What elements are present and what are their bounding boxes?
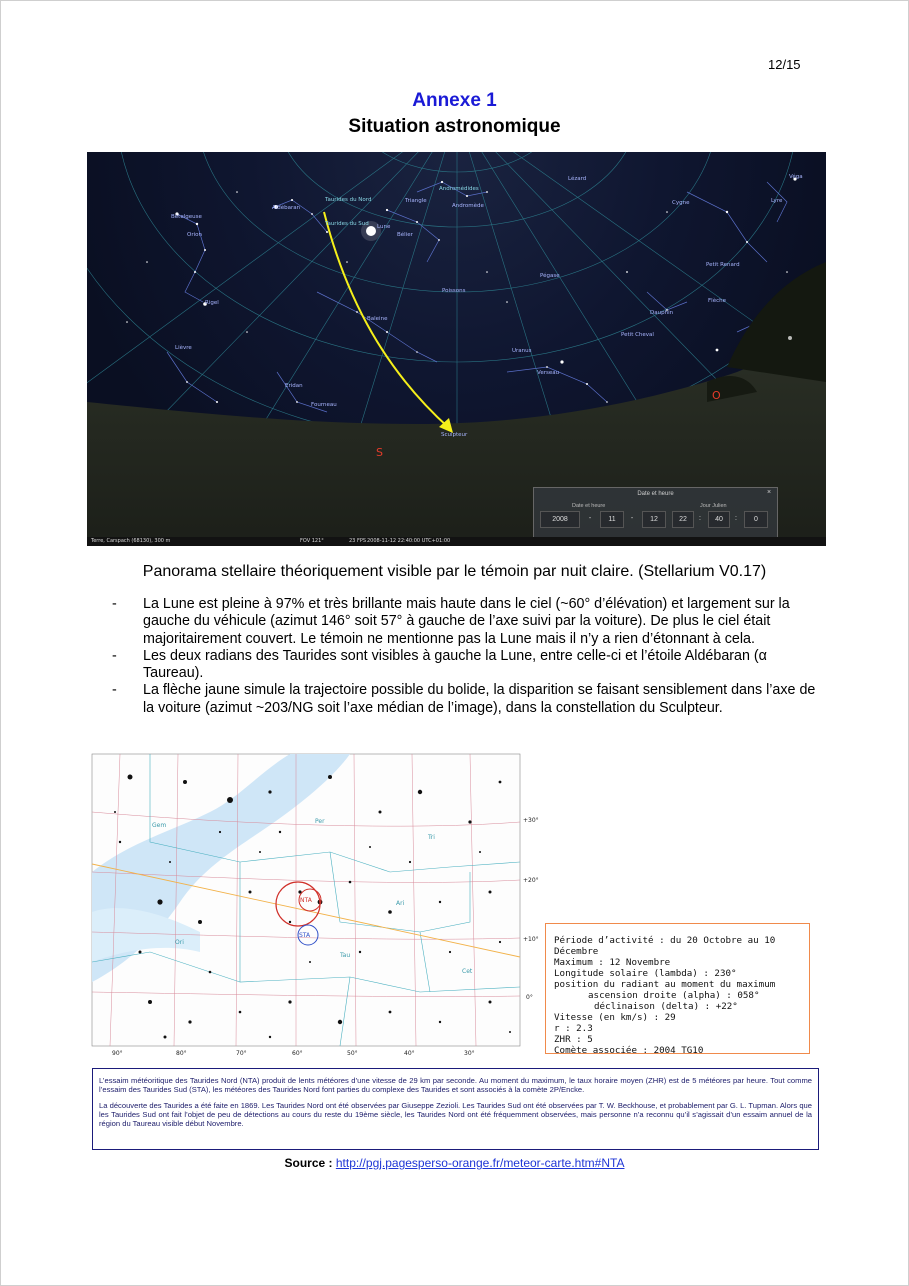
label-betelgeuse: Bételgeuse: [171, 214, 202, 220]
bullet-dash: -: [112, 596, 117, 612]
label-lyre: Lyre: [771, 198, 783, 204]
dec-label: +10°: [523, 936, 539, 943]
bullet-text: Les deux radians des Taurides sont visibles à gauche la Lune, entre celle-ci et l’étoile Aldébaran (α Taureau).: [143, 647, 767, 682]
label-cet: Cet: [462, 968, 473, 975]
month-field[interactable]: 11: [600, 511, 624, 528]
label-cygne: Cygne: [672, 200, 690, 206]
label-lezard: Lézard: [568, 176, 587, 182]
info-declination: déclinaison (delta) : +22°: [594, 1001, 738, 1012]
bullet-text: La Lune est pleine à 97% et très brillante mais haute dans le ciel (~60° d’élévation) et largement sur la gauche du véhicule (azimut 146° soit 57° à gauche de l’axe suivi par la voiture). De plus le ciel était majoritairement couvert. Le témoin ne mentionne pas la Lune mais il n’y a rien d’étonnant à cela.: [143, 596, 790, 647]
ra-label: 60°: [292, 1050, 303, 1057]
info-r: r : 2.3: [554, 1023, 593, 1034]
label-andromede: Andromède: [452, 203, 484, 209]
source-label: Source :: [284, 1156, 333, 1170]
time-separator: :: [699, 515, 701, 522]
info-comet: Comète associée : 2004 TG10: [554, 1045, 704, 1056]
label-sculpteur: Sculpteur: [441, 432, 468, 438]
date-label: Date et heure: [572, 503, 606, 509]
label-ari: Ari: [396, 900, 405, 907]
cardinal-west: O: [712, 389, 721, 402]
status-fps: 23 FPS: [349, 538, 367, 544]
source-line: [0, 1156, 909, 1170]
label-vega: Véga: [789, 174, 803, 180]
description-paragraph: La découverte des Taurides a été faite en 1869. Les Taurides Nord ont été observées par Giuseppe Zezioli. Les Taurides Sud ont été observées par T. W. Beckhouse, et probablement par G. L. Tupman. Alors que les Taurides Sud ont fait l’objet de peu de détections au cours du reste du 19ème siècle, les Taurides Nord ont été fréquemment observées, mais personne n’a reconnu qu’il s’agissait d’un essaim annuel de la région du Taureau visible début Novembre.: [99, 1100, 812, 1129]
stellarium-sky-view: [87, 152, 826, 546]
label-uranus: Uranus: [512, 348, 532, 354]
label-aldebaran: Aldébaran: [272, 205, 301, 211]
info-solar-longitude: Longitude solaire (lambda) : 230°: [554, 968, 737, 979]
label-fourneau: Fourneau: [311, 402, 337, 408]
page-subtitle: Situation astronomique: [348, 116, 561, 137]
info-right-ascension: ascension droite (alpha) : 058°: [588, 990, 760, 1001]
status-location: Terre, Carspach (68130), 300 m: [91, 538, 171, 544]
date-separator: -: [588, 515, 592, 522]
description-paragraph: L’essaim météoritique des Taurides Nord (NTA) produit de lents météores d’une vitesse de 29 km par seconde. Au moment du maximum, le taux horaire moyen (ZHR) est de 5 météores par heure. Tout comme l’essaim des Taurides Sud (STA), les météores des Taurides Nord font parties du complexe des Taurides et sont associés à la comète 2P/Encke.: [99, 1076, 812, 1095]
ra-label: 50°: [347, 1050, 358, 1057]
constellation-lines: [167, 182, 787, 412]
label-belier: Bélier: [397, 232, 413, 238]
time-separator: :: [735, 515, 737, 522]
label-pegase: Pégase: [540, 273, 560, 279]
label-tau: Tau: [340, 952, 351, 959]
dec-label: +30°: [523, 817, 539, 824]
label-taurides-nord: Taurides du Nord: [325, 197, 372, 203]
bullet-text: La flèche jaune simule la trajectoire possible du bolide, la disparition se faisant sensiblement dans l’axe de la voiture (azimut ~203/NG soit l’axe médian de l’image), dans la constellation du Sculpteur.: [143, 682, 816, 716]
label-baleine: Baleine: [367, 316, 388, 322]
close-icon[interactable]: ×: [767, 489, 772, 496]
label-petit-renard: Petit Renard: [706, 262, 740, 268]
label-lune: Lune: [377, 224, 391, 230]
list-item: [112, 648, 824, 683]
label-gem: Gem: [152, 822, 167, 829]
bullet-dash: -: [112, 647, 117, 664]
label-lievre: Lièvre: [175, 345, 192, 351]
label-orion: Orion: [187, 232, 202, 238]
source-link[interactable]: http://pgj.pagesperso-orange.fr/meteor-carte.htm#NTA: [335, 1156, 625, 1170]
label-rigel: Rigel: [205, 300, 219, 306]
label-poissons: Poissons: [442, 288, 466, 294]
status-datetime: 2008-11-12 22:40:00 UTC+01:00: [367, 538, 451, 544]
info-zhr: ZHR : 5: [554, 1034, 593, 1045]
ra-label: 90°: [112, 1050, 123, 1057]
label-verseau: Verseau: [537, 370, 560, 376]
label-nta: NTA: [300, 897, 312, 904]
status-fov: FOV 121°: [300, 538, 324, 544]
ra-label: 40°: [404, 1050, 415, 1057]
julian-day-label: Jour Julien: [700, 503, 727, 509]
ra-label: 70°: [236, 1050, 247, 1057]
label-fleche: Flèche: [708, 298, 726, 304]
star-map-drawing: [90, 752, 540, 1062]
info-activity: Période d’activité : du 20 Octobre au 10 Décembre: [554, 935, 776, 957]
info-maximum: Maximum : 12 Novembre: [554, 957, 671, 968]
sky-caption: Panorama stellaire théoriquement visible par le témoin par nuit claire. (Stellarium V0.17): [142, 563, 767, 580]
page-number: 12/15: [768, 57, 801, 72]
label-tri: Tri: [428, 834, 435, 841]
bullet-dash: -: [112, 682, 117, 699]
label-sta: STA: [299, 932, 311, 939]
date-time-panel-title: Date et heure: [637, 491, 674, 497]
taurid-radiant-star-map: [90, 752, 540, 1062]
list-item: [112, 596, 824, 648]
dec-label: 0°: [526, 994, 533, 1001]
label-taurides-sud: Taurides du Sud: [325, 221, 369, 227]
ra-label: 30°: [464, 1050, 475, 1057]
info-speed: Vitesse (en km/s) : 29: [554, 1012, 676, 1023]
date-separator: -: [630, 515, 634, 522]
bullet-list: [112, 596, 824, 717]
stellarium-status-bar: [87, 537, 826, 546]
info-radiant-position: position du radiant au moment du maximum: [554, 979, 776, 990]
hour-field[interactable]: 22: [672, 511, 694, 528]
year-field[interactable]: 2008: [540, 511, 580, 528]
label-ori: Ori: [175, 939, 184, 946]
list-item: [112, 682, 824, 717]
taurid-info-box: [545, 923, 810, 1054]
page-title: Annexe 1: [412, 90, 497, 111]
minute-field[interactable]: 40: [708, 511, 730, 528]
taurid-description-box: [92, 1068, 819, 1150]
day-field[interactable]: 12: [642, 511, 666, 528]
label-per: Per: [315, 818, 325, 825]
label-triangle: Triangle: [405, 198, 427, 204]
label-petit-cheval: Petit Cheval: [621, 332, 654, 338]
label-andromedides: Andromédides: [439, 186, 479, 192]
date-time-panel[interactable]: [533, 487, 778, 541]
second-field[interactable]: 0: [744, 511, 768, 528]
label-dauphin: Dauphin: [650, 310, 674, 316]
dec-label: +20°: [523, 877, 539, 884]
ra-label: 80°: [176, 1050, 187, 1057]
label-eridan: Eridan: [285, 383, 303, 389]
cardinal-south: S: [376, 446, 383, 459]
